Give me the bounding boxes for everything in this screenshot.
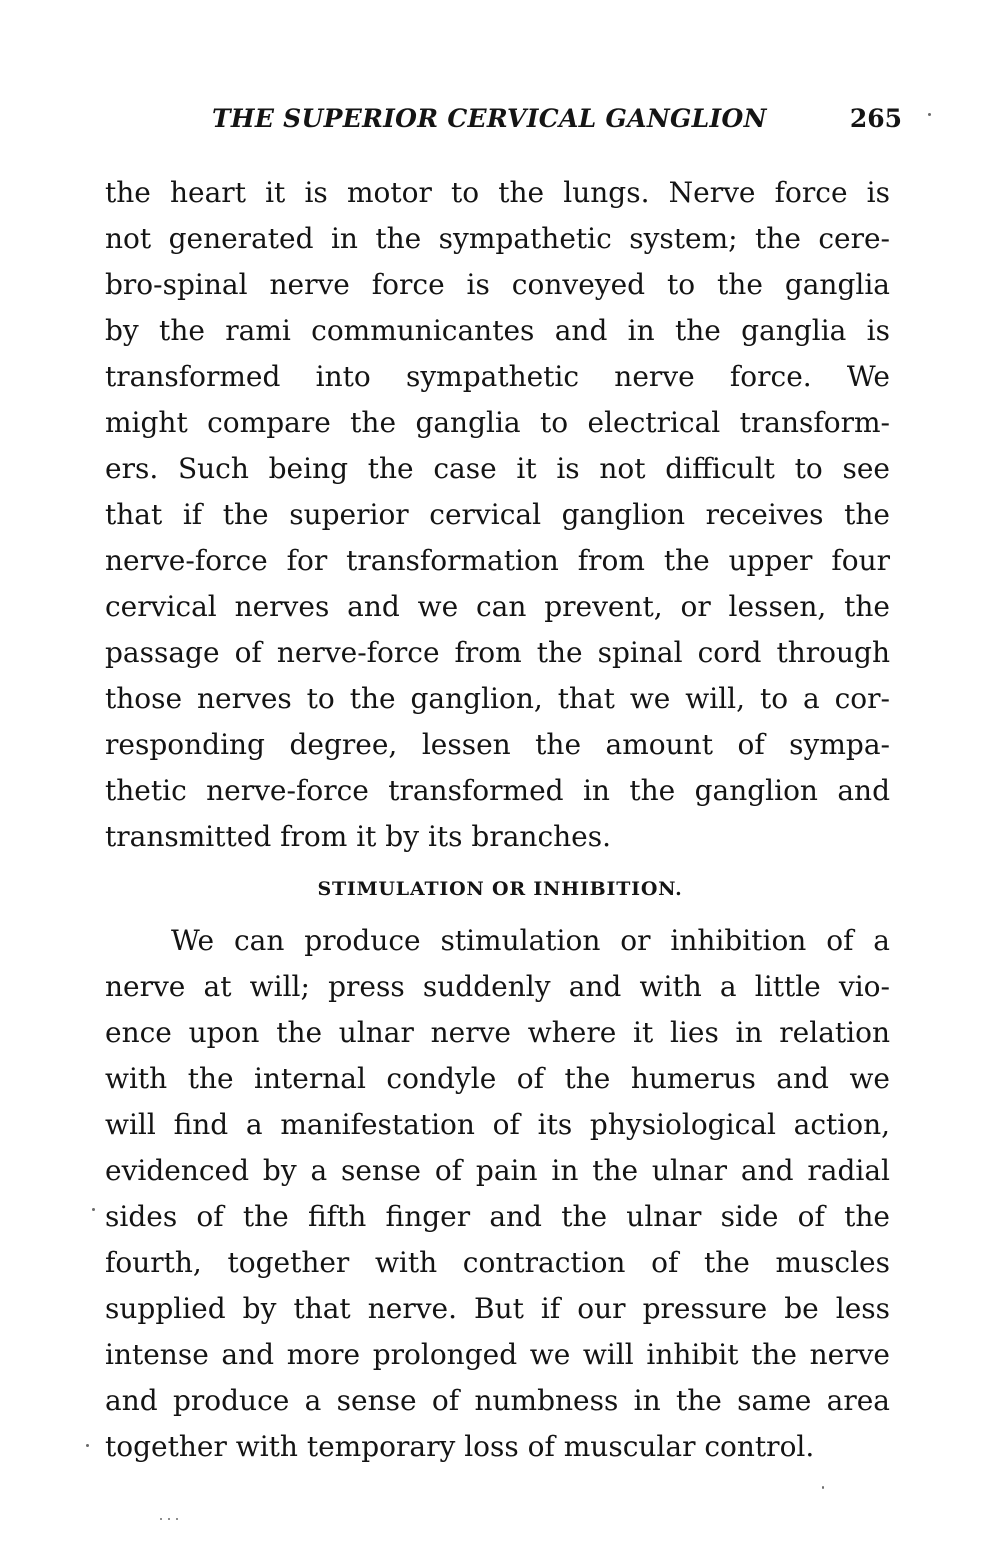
running-title: THE SUPERIOR CERVICAL GANGLION — [212, 104, 767, 133]
running-header — [212, 104, 902, 140]
scan-speck — [160, 1518, 162, 1520]
scan-speck — [168, 1518, 170, 1520]
text-line: thetic nerve-force transformed in the ganglion and — [105, 774, 890, 807]
section-heading: STIMULATION OR INHIBITION. — [317, 878, 683, 900]
text-line: nerve at will; press suddenly and with a little vio- — [105, 970, 890, 1003]
scan-speck — [92, 1208, 95, 1211]
scan-speck — [176, 1518, 178, 1520]
text-line: bro-spinal nerve force is conveyed to the ganglia — [105, 268, 890, 301]
scan-speck — [822, 1486, 824, 1489]
text-line: We can produce stimulation or inhibition of a — [171, 924, 890, 957]
text-line: by the rami communicantes and in the ganglia is — [105, 314, 890, 347]
text-line: supplied by that nerve. But if our pressure be less — [105, 1292, 890, 1325]
text-line: not generated in the sympathetic system; the cere- — [105, 222, 890, 255]
text-line: those nerves to the ganglion, that we will, to a cor- — [105, 682, 890, 715]
text-line: sides of the fifth finger and the ulnar side of the — [105, 1200, 890, 1233]
text-line: and produce a sense of numbness in the same area — [105, 1384, 890, 1417]
text-line: ence upon the ulnar nerve where it lies in relation — [105, 1016, 890, 1049]
text-line: fourth, together with contraction of the muscles — [105, 1246, 890, 1279]
text-line: cervical nerves and we can prevent, or lessen, the — [105, 590, 890, 623]
text-line: nerve-force for transformation from the upper four — [105, 544, 890, 577]
text-line: transmitted from it by its branches. — [105, 820, 612, 853]
text-line: that if the superior cervical ganglion receives the — [105, 498, 890, 531]
text-line: with the internal condyle of the humerus and we — [105, 1062, 890, 1095]
scan-speck — [928, 113, 931, 116]
page-number: 265 — [849, 104, 902, 133]
paragraph-1 — [105, 170, 890, 860]
paragraph-2 — [105, 918, 890, 1470]
text-line: ers. Such being the case it is not difficult to see — [105, 452, 890, 485]
text-line: intense and more prolonged we will inhibit the nerve — [105, 1338, 890, 1371]
text-line: might compare the ganglia to electrical transform- — [105, 406, 890, 439]
text-line: passage of nerve-force from the spinal cord through — [105, 636, 890, 669]
text-line: together with temporary loss of muscular control. — [105, 1430, 815, 1463]
text-line: will find a manifestation of its physiological action, — [105, 1108, 890, 1141]
text-line: responding degree, lessen the amount of sympa- — [105, 728, 890, 761]
scan-speck — [86, 1444, 89, 1447]
text-line: evidenced by a sense of pain in the ulnar and radial — [105, 1154, 890, 1187]
text-line: the heart it is motor to the lungs. Nerve force is — [105, 176, 890, 209]
text-line: transformed into sympathetic nerve force. We — [105, 360, 890, 393]
